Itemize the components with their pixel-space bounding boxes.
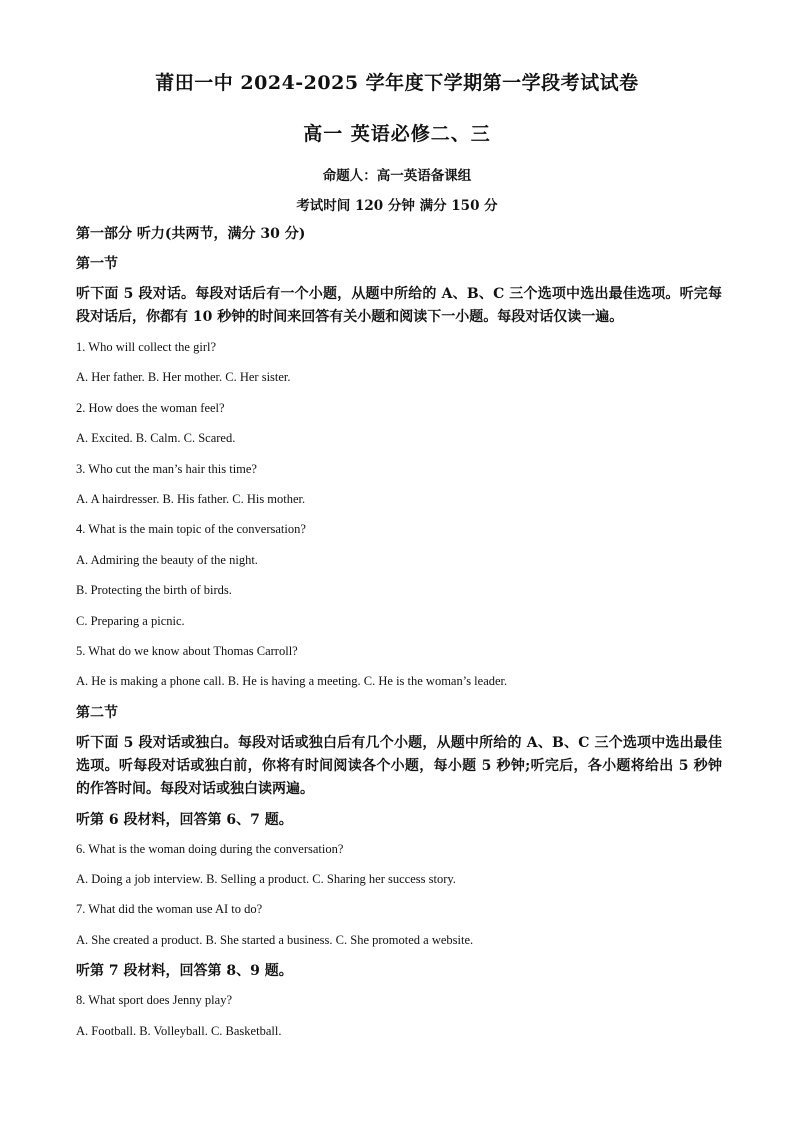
question-8-options: A. Football. B. Volleyball. C. Basketball. bbox=[76, 1023, 282, 1038]
question-4-option-c: C. Preparing a picnic. bbox=[76, 613, 185, 628]
question-7-options: A. She created a product. B. She started a business. C. She promoted a website. bbox=[76, 932, 474, 947]
exam-title: 莆田一中 2024-2025 学年度下学期第一学段考试试卷 bbox=[155, 72, 639, 94]
part1-heading: 第一部分 听力(共两节，满分 30 分) bbox=[76, 226, 306, 242]
question-4: 4. What is the main topic of the conversation? bbox=[76, 522, 306, 537]
exam-author: 命题人：高一英语备课组 bbox=[322, 168, 472, 184]
exam-info: 考试时间 120 分钟 满分 150 分 bbox=[296, 198, 498, 214]
exam-content bbox=[76, 224, 722, 1052]
passage-7-instruction: 听第 7 段材料，回答第 8、9 题。 bbox=[76, 963, 293, 980]
question-1-options: A. Her father. B. Her mother. C. Her sister. bbox=[76, 370, 291, 385]
section2-heading: 第二节 bbox=[76, 704, 118, 721]
question-1: 1. Who will collect the girl? bbox=[76, 340, 217, 354]
question-2: 2. How does the woman feel? bbox=[76, 400, 225, 415]
question-8: 8. What sport does Jenny play? bbox=[76, 993, 232, 1008]
section1-heading: 第一节 bbox=[76, 256, 118, 272]
question-5: 5. What do we know about Thomas Carroll? bbox=[76, 643, 298, 658]
question-7: 7. What did the woman use AI to do? bbox=[76, 902, 263, 917]
question-6: 6. What is the woman doing during the conversation? bbox=[76, 841, 344, 856]
question-3: 3. Who cut the man’s hair this time? bbox=[76, 461, 257, 476]
question-4-option-b: B. Protecting the birth of birds. bbox=[76, 583, 232, 598]
question-3-options: A. A hairdresser. B. His father. C. His mother. bbox=[76, 491, 306, 506]
section2-instruction: 听下面 5 段对话或独白。每段对话或独白后有几个小题，从题中所给的 A、B、C 三个选项中选出最佳选项。听每段对话或独白前，你将有时间阅读各个小题，每小题 5 秒钟;听完后，各小题将给出 5 秒钟的作答时间。每段对话或独白读两遍。 bbox=[76, 734, 722, 797]
question-6-options: A. Doing a job interview. B. Selling a product. C. Sharing her success story. bbox=[76, 872, 456, 887]
exam-subtitle: 高一 英语必修二、三 bbox=[303, 123, 491, 145]
passage-6-instruction: 听第 6 段材料，回答第 6、7 题。 bbox=[76, 811, 293, 828]
section1-instruction: 听下面 5 段对话。每段对话后有一个小题，从题中所给的 A、B、C 三个选项中选出最佳选项。听完每段对话后，你都有 10 秒钟的时间来回答有关小题和阅读下一小题。每段对话仅读一遍。 bbox=[76, 286, 722, 325]
question-5-options: A. He is making a phone call. B. He is having a meeting. C. He is the woman’s leader. bbox=[76, 674, 508, 689]
question-2-options: A. Excited. B. Calm. C. Scared. bbox=[76, 431, 236, 446]
question-4-option-a: A. Admiring the beauty of the night. bbox=[76, 552, 258, 567]
